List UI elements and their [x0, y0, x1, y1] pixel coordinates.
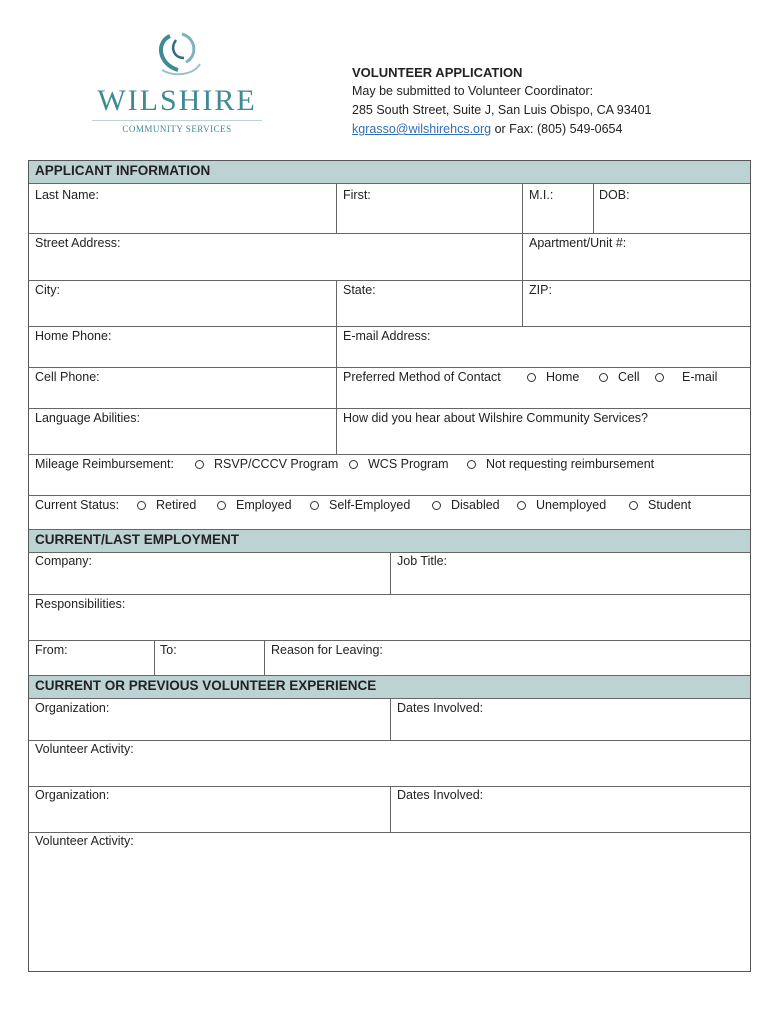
mileage-option-wcs[interactable]: WCS Program: [349, 457, 449, 471]
radio-icon[interactable]: [195, 460, 204, 469]
organization-label-1: Organization:: [35, 701, 110, 715]
email-link[interactable]: kgrasso@wilshirehcs.org: [352, 122, 492, 136]
radio-icon[interactable]: [527, 373, 536, 382]
last-name-label: Last Name:: [35, 188, 99, 202]
swirl-logo-icon: [148, 30, 206, 80]
header-block: [352, 63, 652, 139]
mileage-option-none[interactable]: Not requesting reimbursement: [467, 457, 654, 471]
status-option-disabled[interactable]: Disabled: [432, 498, 500, 512]
referral-source-label: How did you hear about Wilshire Community Services?: [343, 411, 648, 425]
radio-icon[interactable]: [137, 501, 146, 510]
city-label: City:: [35, 283, 60, 297]
mileage-reimbursement-label: Mileage Reimbursement:: [35, 457, 174, 471]
radio-icon[interactable]: [655, 373, 664, 382]
home-phone-label: Home Phone:: [35, 329, 112, 343]
mileage-option-rsvp[interactable]: RSVP/CCCV Program: [195, 457, 338, 471]
first-name-label: First:: [343, 188, 371, 202]
state-label: State:: [343, 283, 376, 297]
radio-icon[interactable]: [310, 501, 319, 510]
radio-icon[interactable]: [349, 460, 358, 469]
organization-label-2: Organization:: [35, 788, 110, 802]
wilshire-logo: [92, 30, 262, 134]
status-option-unemployed[interactable]: Unemployed: [517, 498, 606, 512]
volunteer-activity-label-2: Volunteer Activity:: [35, 834, 134, 848]
language-abilities-label: Language Abilities:: [35, 411, 140, 425]
status-option-retired[interactable]: Retired: [137, 498, 196, 512]
contact-option-cell[interactable]: Cell: [599, 370, 640, 384]
radio-icon[interactable]: [432, 501, 441, 510]
dates-involved-label-2: Dates Involved:: [397, 788, 484, 802]
mi-label: M.I.:: [529, 188, 554, 202]
current-status-label: Current Status:: [35, 498, 120, 512]
status-option-student[interactable]: Student: [629, 498, 691, 512]
status-option-self-employed[interactable]: Self-Employed: [310, 498, 410, 512]
to-label: To:: [160, 643, 177, 657]
volunteer-activity-label-1: Volunteer Activity:: [35, 742, 134, 756]
zip-label: ZIP:: [529, 283, 552, 297]
preferred-contact-label: Preferred Method of Contact: [343, 370, 501, 384]
responsibilities-label: Responsibilities:: [35, 597, 126, 611]
contact-option-email[interactable]: E-mail: [655, 370, 717, 384]
from-label: From:: [35, 643, 68, 657]
contact-option-home[interactable]: Home: [527, 370, 579, 384]
submit-line: May be submitted to Volunteer Coordinator:: [352, 84, 594, 98]
street-address-label: Street Address:: [35, 236, 121, 250]
radio-icon[interactable]: [467, 460, 476, 469]
logo-name: WILSHIRE: [97, 84, 257, 117]
section-volunteer-experience: CURRENT OR PREVIOUS VOLUNTEER EXPERIENCE: [29, 675, 750, 699]
contact-line: [352, 120, 652, 139]
radio-icon[interactable]: [599, 373, 608, 382]
job-title-label: Job Title:: [397, 554, 448, 568]
dates-involved-label-1: Dates Involved:: [397, 701, 484, 715]
radio-icon[interactable]: [217, 501, 226, 510]
address-line: 285 South Street, Suite J, San Luis Obispo, CA 93401: [352, 103, 652, 117]
logo-subtitle: COMMUNITY SERVICES: [92, 120, 262, 134]
cell-phone-label: Cell Phone:: [35, 370, 100, 384]
company-label: Company:: [35, 554, 92, 568]
application-form: [28, 160, 751, 972]
radio-icon[interactable]: [517, 501, 526, 510]
section-applicant-information: APPLICANT INFORMATION: [29, 161, 750, 184]
section-current-last-employment: CURRENT/LAST EMPLOYMENT: [29, 529, 750, 553]
reason-for-leaving-label: Reason for Leaving:: [271, 643, 383, 657]
status-option-employed[interactable]: Employed: [217, 498, 292, 512]
fax-text: or Fax: (805) 549-0654: [491, 122, 623, 136]
email-address-label: E-mail Address:: [343, 329, 431, 343]
apartment-unit-label: Apartment/Unit #:: [529, 236, 627, 250]
form-title: VOLUNTEER APPLICATION: [352, 65, 523, 80]
radio-icon[interactable]: [629, 501, 638, 510]
dob-label: DOB:: [599, 188, 630, 202]
